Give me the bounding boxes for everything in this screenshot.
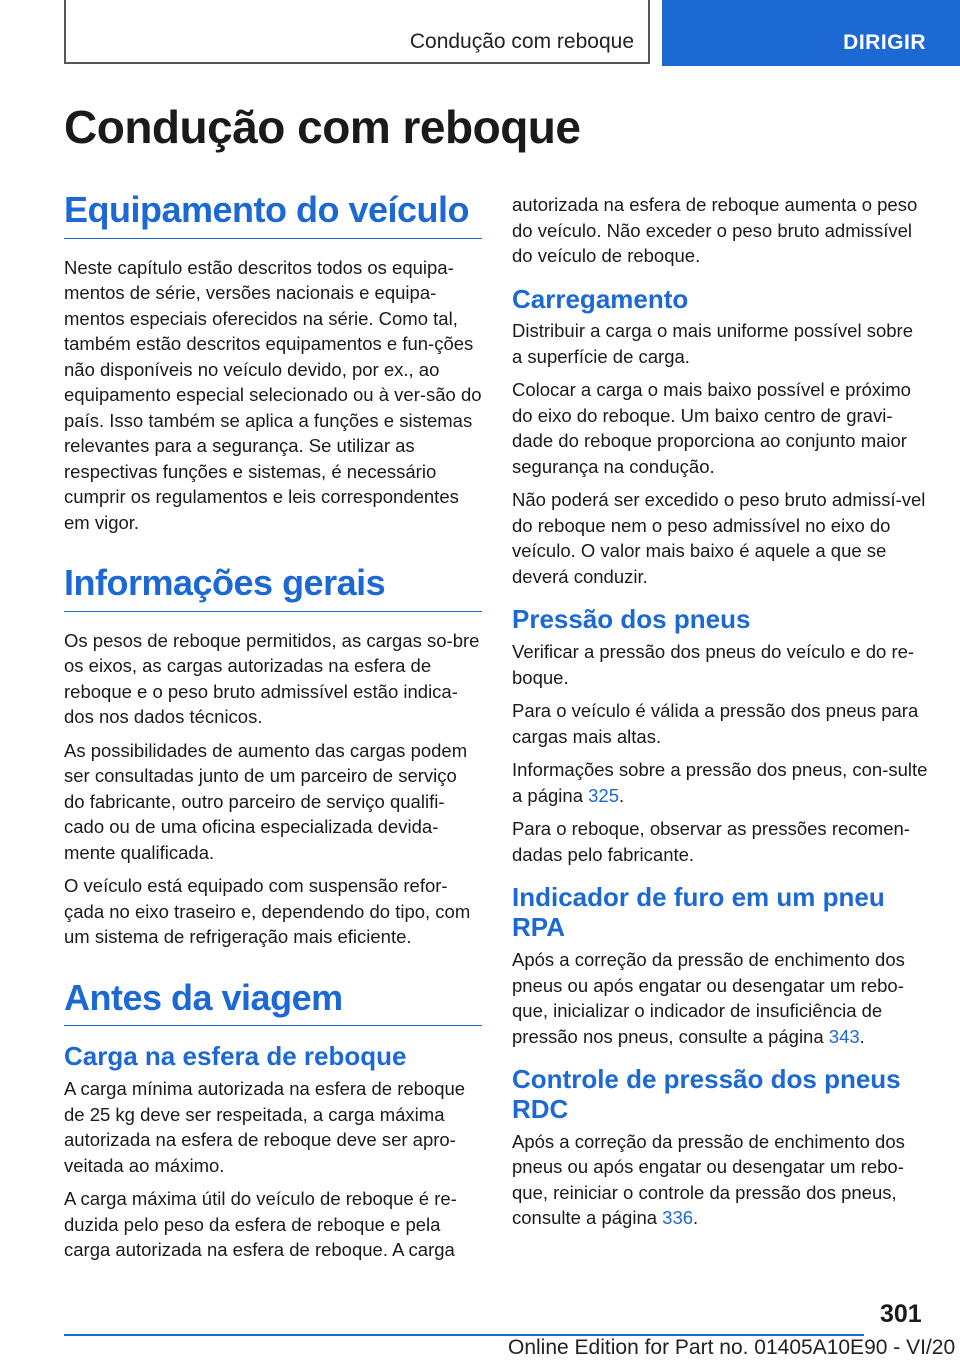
page-link-325[interactable]: 325 bbox=[588, 784, 619, 806]
paragraph-text: . bbox=[619, 784, 625, 806]
paragraph: Para o reboque, observar as pressões recomen‐dadas pelo fabricante. bbox=[512, 818, 910, 865]
paragraph-continued: autorizada na esfera de reboque aumenta o peso do veículo. Não exceder o peso bruto admissível do veículo de reboque. bbox=[512, 194, 918, 266]
section-heading: Informações gerais bbox=[64, 563, 482, 612]
paragraph: Não poderá ser excedido o peso bruto admissí‐vel do reboque nem o peso admissível no eixo do veículo. O valor mais baixo é aquele a que se deverá conduzir. bbox=[512, 489, 926, 587]
subsection-rpa bbox=[512, 883, 928, 1049]
paragraph: A carga mínima autorizada na esfera de reboque de 25 kg deve ser respeitada, a carga máxima autorizada na esfera de reboque deve ser apro‐veitada ao máximo. bbox=[64, 1078, 466, 1176]
paragraph bbox=[512, 947, 928, 1049]
subsection-heading: Pressão dos pneus bbox=[512, 604, 751, 635]
left-column bbox=[64, 190, 482, 1271]
right-column bbox=[512, 192, 928, 1239]
page-number: 301 bbox=[880, 1300, 922, 1328]
paragraph-text: . bbox=[859, 1025, 865, 1047]
section-equipamento bbox=[64, 190, 482, 535]
paragraph: Para o veículo é válida a pressão dos pneus para cargas mais altas. bbox=[512, 700, 919, 747]
paragraph bbox=[512, 1129, 928, 1231]
section-heading: Equipamento do veículo bbox=[64, 190, 482, 239]
subsection-heading: Controle de pressão dos pneus RDC bbox=[512, 1064, 901, 1124]
paragraph bbox=[512, 757, 928, 808]
paragraph-text: Após a correção da pressão de enchimento dos pneus ou após engatar ou desengatar um rebo‐que, reiniciar o controle da pressão dos pneus, consulte a página bbox=[512, 1130, 905, 1229]
subsection-rdc bbox=[512, 1065, 928, 1231]
page-title: Condução com reboque bbox=[64, 101, 581, 153]
subsection-pressao-dos-pneus bbox=[512, 605, 928, 867]
chapter-tab-label: DIRIGIR bbox=[843, 31, 926, 54]
paragraph-text: . bbox=[693, 1207, 699, 1229]
paragraph: Distribuir a carga o mais uniforme possível sobre a superfície de carga. bbox=[512, 320, 913, 367]
paragraph: Verificar a pressão dos pneus do veículo e do re‐boque. bbox=[512, 641, 915, 688]
subsection-heading: Indicador de furo em um pneu RPA bbox=[512, 882, 885, 943]
section-antes-da-viagem bbox=[64, 978, 482, 1263]
paragraph: Neste capítulo estão descritos todos os equipa‐mentos de série, versões nacionais e equipa‐mentos especiais oferecidos na série. Como tal, também estão descritos equipamentos e fun‐ções não disponíveis no veículo devido, por ex., ao equipamento especial selecionado ou à ver‐são do país. Isso também se aplica a funções e sistemas relevantes para a segurança. Se utilizar as respectivas funções e sistemas, é necessário cumprir os regulamentos e leis correspondentes em vigor. bbox=[64, 256, 482, 533]
paragraph: A carga máxima útil do veículo de reboque é re‐duzida pelo peso da esfera de reboque e pela carga autorizada na esfera de reboque. A carga bbox=[64, 1188, 457, 1261]
subsection-heading: Carregamento bbox=[512, 283, 689, 314]
chapter-tab[interactable] bbox=[662, 0, 960, 66]
paragraph-text: Após a correção da pressão de enchimento dos pneus ou após engatar ou desengatar um rebo‐que, inicializar o indicador de insuficiência de pressão nos pneus, consulte a página bbox=[512, 949, 905, 1047]
paragraph: As possibilidades de aumento das cargas podem ser consultadas junto de um parceiro de serviço do fabricante, outro parceiro de serviço qualifi‐cado ou de uma oficina especializada devida‐mente qualificada. bbox=[64, 739, 468, 863]
page-link-343[interactable]: 343 bbox=[828, 1025, 860, 1047]
paragraph: Os pesos de reboque permitidos, as cargas so‐bre os eixos, as cargas autorizadas na esfera de reboque e o peso bruto admissível estão indica‐dos nos dados técnicos. bbox=[64, 629, 480, 728]
header-section-box bbox=[64, 0, 650, 64]
section-heading: Antes da viagem bbox=[64, 978, 482, 1027]
paragraph: Colocar a carga o mais baixo possível e próximo do eixo do reboque. Um baixo centro de gravi‐dade do reboque proporciona ao conjunto maior segurança na condução. bbox=[512, 379, 911, 477]
header-section-title: Condução com reboque bbox=[409, 30, 634, 53]
section-informacoes-gerais bbox=[64, 563, 482, 950]
page-link-336[interactable]: 336 bbox=[662, 1207, 694, 1229]
paragraph-text: Informações sobre a pressão dos pneus, con‐sulte a página bbox=[512, 759, 928, 806]
subsection-carregamento bbox=[512, 285, 928, 590]
paragraph: O veículo está equipado com suspensão refor‐çada no eixo traseiro e, dependendo do tipo, com um sistema de refrigeração mais eficiente. bbox=[64, 875, 471, 948]
subsection-heading: Carga na esfera de reboque bbox=[64, 1041, 407, 1072]
footer-edition: Online Edition for Part no. 01405A10E90 - VI/20 bbox=[508, 1336, 956, 1359]
